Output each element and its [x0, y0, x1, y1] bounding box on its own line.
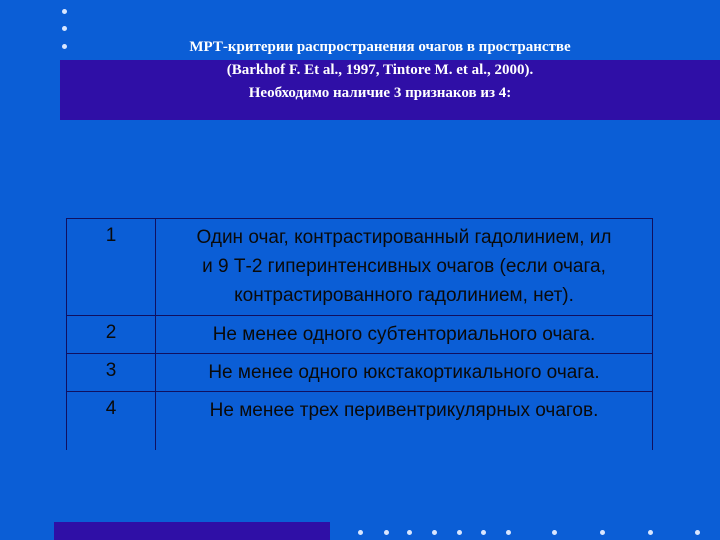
bullet-dot — [552, 530, 557, 535]
row-text-line: Не менее одного юкстакортикального очага. — [208, 362, 600, 383]
row-number: 1 — [67, 219, 156, 316]
bottom-band — [54, 522, 330, 540]
bullet-dot — [384, 530, 389, 535]
bullet-dot — [481, 530, 486, 535]
bullet-dot — [600, 530, 605, 535]
title-line-3: Необходимо наличие 3 признаков из 4: — [248, 85, 512, 101]
criteria-table — [66, 218, 653, 450]
row-text — [156, 316, 653, 354]
bullet-dot — [62, 9, 67, 14]
row-text-line: Не менее трех перивентрикулярных очагов. — [209, 400, 599, 421]
row-text-line: контрастированного гадолинием, нет). — [234, 285, 574, 306]
row-number: 2 — [67, 316, 156, 354]
bullet-dot — [695, 530, 700, 535]
bullet-dot — [407, 530, 412, 535]
table-row — [67, 316, 653, 354]
row-text — [156, 354, 653, 392]
table-row — [67, 219, 653, 316]
bullet-dot — [358, 530, 363, 535]
row-number: 3 — [67, 354, 156, 392]
row-text-line: Один очаг, контрастированный гадолинием, ил — [196, 227, 612, 248]
row-text-line: Не менее одного субтенториального очага. — [212, 324, 596, 345]
bullet-dot — [432, 530, 437, 535]
title-line-1: МРТ-критерии распространения очагов в пространстве — [189, 39, 571, 55]
row-text — [156, 392, 653, 451]
row-text — [156, 219, 653, 316]
bullet-dot — [648, 530, 653, 535]
table-row — [67, 392, 653, 451]
slide-title — [70, 36, 690, 105]
bullet-dot — [62, 44, 67, 49]
row-number: 4 — [67, 392, 156, 451]
row-text-line: и 9 Т-2 гиперинтенсивных очагов (если очага, — [202, 256, 606, 277]
bullet-dot — [457, 530, 462, 535]
table-row — [67, 354, 653, 392]
title-line-2: (Barkhof F. Et al., 1997, Tintore M. et al., 2000). — [226, 62, 534, 78]
bullet-dot — [62, 26, 67, 31]
bullet-dot — [506, 530, 511, 535]
